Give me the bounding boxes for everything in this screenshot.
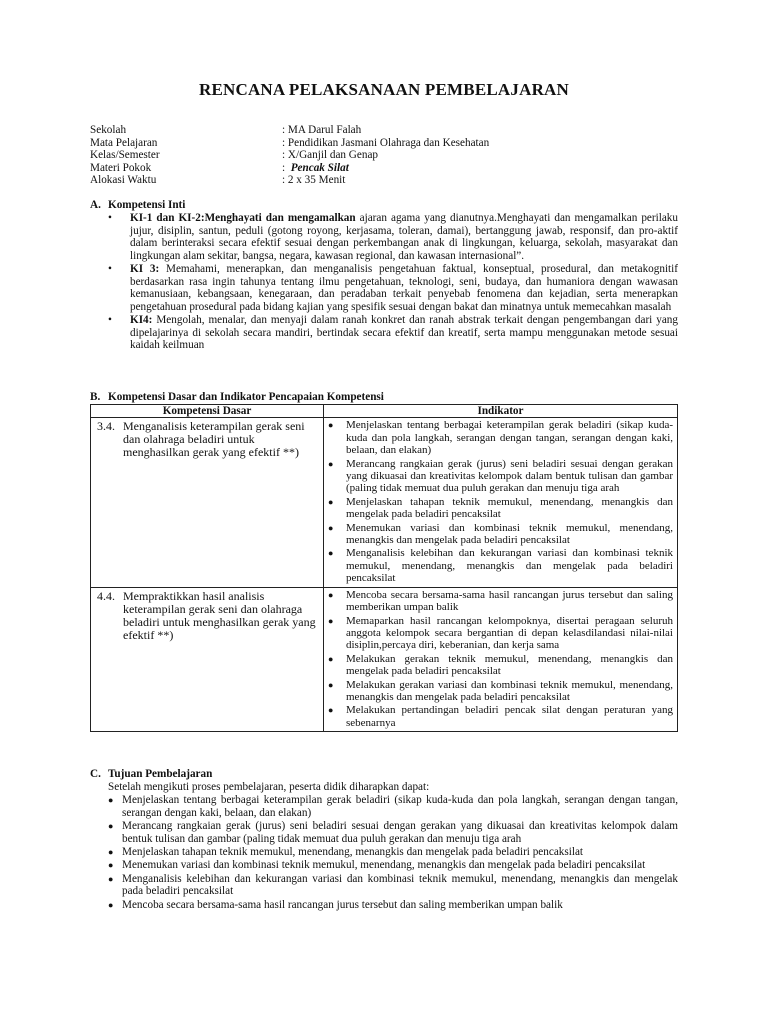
indikator-text: Memaparkan hasil rancangan kelompoknya, disertai peragaan seluruh anggota kelompok secara bergantian di depan kelasdilandasi nilai-nilai disiplin,percaya diri, keberanian, dan kerja sama <box>346 614 673 652</box>
document-title: RENCANA PELAKSANAAN PEMBELAJARAN <box>198 80 570 99</box>
section-b-heading <box>90 391 384 403</box>
indikator-item <box>326 547 673 584</box>
ki-item <box>108 263 678 313</box>
indikator-text: Menjelaskan tahapan teknik memukul, menendang, menangkis dan mengelak pada beladiri pencaksilat <box>346 495 673 521</box>
info-row-sekolah <box>90 124 489 137</box>
section-letter: B. <box>90 391 101 403</box>
info-value: : 2 x 35 Menit <box>282 174 346 187</box>
bullet-icon: ● <box>108 847 114 858</box>
bullet-icon: ● <box>328 653 334 664</box>
ki-text: ajaran agama yang dianutnya.Menghayati dan mengamalkan perilaku jujur, disiplin, santun, peduli (gotong royong, kerjasama, toleran, damai), bertanggung jawab, responsif, dan pro-aktif dalam berinteraksi secara efektif sesuai dengan perkembangan anak di lingkungan, keluarga, sekolah, masyarakat dan lingkungan alam sekitar, bangsa, negara, kawasan regional, dan kawasan internasional”. <box>130 212 678 262</box>
tujuan-text: Menjelaskan tentang berbagai keterampilan gerak beladiri (sikap kuda-kuda dan pola langkah, serangan dengan tangan, serangan dengan kaki, belaan, dan elakan) <box>122 794 678 819</box>
bullet-icon: ● <box>108 899 114 910</box>
tujuan-pembelajaran <box>108 781 678 912</box>
ki-label: KI-1 dan KI-2:Menghayati dan mengamalkan <box>130 212 356 224</box>
kd-number: 3.4. <box>97 419 115 434</box>
info-value: : X/Ganjil dan Genap <box>282 149 379 162</box>
tujuan-text: Menjelaskan tahapan teknik memukul, menendang, menangkis dan mengelak pada beladiri pencaksilat <box>122 846 584 859</box>
tujuan-text: Mencoba secara bersama-sama hasil rancangan jurus tersebut dan saling memberikan umpan balik <box>122 898 563 911</box>
materi-pokok-value: Pencak Silat <box>290 161 349 174</box>
bullet-icon: ● <box>108 795 114 806</box>
indikator-text: Melakukan gerakan teknik memukul, menendang, menangkis dan mengelak pada beladiri pencaksilat <box>346 652 673 678</box>
bullet-icon: • <box>108 263 112 275</box>
column-header-indikator: Indikator <box>324 405 678 418</box>
kompetensi-inti-list <box>108 212 678 352</box>
bullet-icon: ● <box>328 522 334 533</box>
info-label: Alokasi Waktu <box>90 174 157 187</box>
tujuan-item <box>108 846 678 858</box>
ki-text: Mengolah, menalar, dan menyaji dalam ranah konkret dan ranah abstrak terkait dengan pengembangan dari yang dipelajarinya di sekolah secara mandiri, bertindak secara efektif dan kreatif, serta mampu menggunakan metode sesuai kaidah keilmuan <box>130 314 678 351</box>
table-row <box>91 587 678 731</box>
bullet-icon: ● <box>108 860 114 871</box>
section-title: Kompetensi Dasar dan Indikator Pencapaian Kompetensi <box>108 391 384 403</box>
kd-indikator-table <box>90 404 678 732</box>
info-row-kelas-semester <box>90 149 489 162</box>
tujuan-item <box>108 873 678 898</box>
column-header-kd: Kompetensi Dasar <box>91 405 324 418</box>
bullet-icon: ● <box>328 679 334 690</box>
indikator-item <box>326 458 673 495</box>
indikator-item <box>326 615 673 652</box>
section-c-heading <box>90 768 212 780</box>
ki-item <box>108 212 678 262</box>
kd-text: Menganalisis keterampilan gerak seni dan olahraga beladiri untuk menghasilkan gerak yang efektif **) <box>123 419 305 460</box>
kd-number: 4.4. <box>97 588 115 603</box>
section-title: Tujuan Pembelajaran <box>108 768 213 780</box>
ki-label: KI 3: <box>130 263 160 275</box>
section-a-heading <box>90 199 185 211</box>
indikator-text: Melakukan gerakan variasi dan kombinasi teknik memukul, menendang, menangkis dan mengelak pada beladiri pencaksilat <box>346 678 673 703</box>
indikator-text: Menjelaskan tentang berbagai keterampilan gerak beladiri (sikap kuda-kuda dan pola langkah, serangan dengan tangan, serangan dengan kaki, belaan, dan elakan) <box>346 419 673 457</box>
identity-block <box>90 124 489 187</box>
bullet-icon: ● <box>328 615 334 626</box>
info-value <box>282 162 349 175</box>
tujuan-item <box>108 859 678 871</box>
kd-text: Mempraktikkan hasil analisis keterampilan gerak seni dan olahraga beladiri untuk menghasilkan gerak yang efektif **) <box>123 588 316 642</box>
ki-text: Memahami, menerapkan, dan menganalisis pengetahuan faktual, konseptual, prosedural, dan metakognitif berdasarkan rasa ingin tahunya tentang ilmu pengetahuan, teknologi, seni, budaya, dan humaniora dengan wawasan kemanusiaan, kebangsaan, kenegaraan, dan peradaban terkait penyebab fenomena dan kejadian, serta menerapkan pengetahuan prosedural pada bidang kajian yang spesifik sesuai dengan bakat dan minatnya untuk memecahkan masalah <box>130 263 678 313</box>
table-row <box>91 418 678 587</box>
table-header-row <box>91 405 678 418</box>
indikator-text: Melakukan pertandingan beladiri pencak silat dengan peraturan yang sebenarnya <box>346 704 673 729</box>
kd-cell <box>91 418 324 587</box>
indikator-item <box>326 589 673 614</box>
bullet-icon: ● <box>328 589 334 600</box>
indikator-cell <box>324 587 678 731</box>
bullet-icon: ● <box>328 420 334 431</box>
tujuan-text: Menganalisis kelebihan dan kekurangan variasi dan kombinasi teknik memukul, menendang, menangkis dan mengelak pada beladiri pencaksilat <box>122 872 678 898</box>
info-label: Sekolah <box>90 124 127 136</box>
tujuan-text: Merancang rangkaian gerak (jurus) seni beladiri sesuai dengan gerakan yang dikuasai dan kreativitas kelompok dalam bentuk tulisan dan gambar (paling tidak memuat dua puluh gerakan dan menuju tiga arah <box>122 820 678 845</box>
ki-label: KI4: <box>130 314 153 326</box>
indikator-text: Mencoba secara bersama-sama hasil rancangan jurus tersebut dan saling memberikan umpan balik <box>346 588 673 614</box>
indikator-item <box>326 679 673 704</box>
section-letter: C. <box>90 768 101 780</box>
bullet-icon: • <box>108 314 112 326</box>
section-letter: A. <box>90 199 101 211</box>
indikator-item <box>326 704 673 729</box>
info-row-mata-pelajaran <box>90 137 489 150</box>
kd-entry <box>97 420 319 459</box>
tujuan-item <box>108 820 678 845</box>
bullet-icon: • <box>108 212 112 224</box>
indikator-text: Menemukan variasi dan kombinasi teknik memukul, menendang, menangkis dan mengelak pada beladiri pencaksilat <box>346 521 673 547</box>
info-row-materi-pokok <box>90 162 489 175</box>
bullet-icon: ● <box>328 496 334 507</box>
kd-cell <box>91 587 324 731</box>
info-value-prefix: : <box>282 161 291 174</box>
bullet-icon: ● <box>108 873 114 884</box>
info-label: Mata Pelajaran <box>90 136 158 149</box>
indikator-item <box>326 653 673 678</box>
tujuan-text: Menemukan variasi dan kombinasi teknik memukul, menendang, menangkis dan mengelak pada beladiri pencaksilat <box>122 859 646 872</box>
info-row-alokasi-waktu <box>90 174 489 187</box>
indikator-item <box>326 419 673 456</box>
info-label: Kelas/Semester <box>90 149 160 162</box>
tujuan-item <box>108 899 678 911</box>
tujuan-intro: Setelah mengikuti proses pembelajaran, peserta didik diharapkan dapat: <box>108 781 430 793</box>
ki-item <box>108 314 678 352</box>
indikator-item <box>326 496 673 521</box>
bullet-icon: ● <box>328 705 334 716</box>
info-value: : Pendidikan Jasmani Olahraga dan Kesehatan <box>282 136 490 149</box>
bullet-icon: ● <box>328 458 334 469</box>
tujuan-item <box>108 794 678 819</box>
indikator-item <box>326 522 673 547</box>
bullet-icon: ● <box>108 821 114 832</box>
info-label: Materi Pokok <box>90 161 152 174</box>
info-value: : MA Darul Falah <box>282 124 362 136</box>
indikator-cell <box>324 418 678 587</box>
indikator-text: Merancang rangkaian gerak (jurus) seni beladiri sesuai dengan gerakan yang dikuasai dan kreativitas kelompok dalam bentuk tulisan dan gambar (paling tidak memuat dua puluh gerakan dan menuju tiga arah <box>346 457 673 495</box>
indikator-text: Menganalisis kelebihan dan kekurangan variasi dan kombinasi teknik memukul, menendang, menangkis dan mengelak pada beladiri pencaksilat <box>346 547 673 585</box>
bullet-icon: ● <box>328 548 334 559</box>
section-title: Kompetensi Inti <box>108 199 186 211</box>
kd-entry <box>97 590 319 642</box>
